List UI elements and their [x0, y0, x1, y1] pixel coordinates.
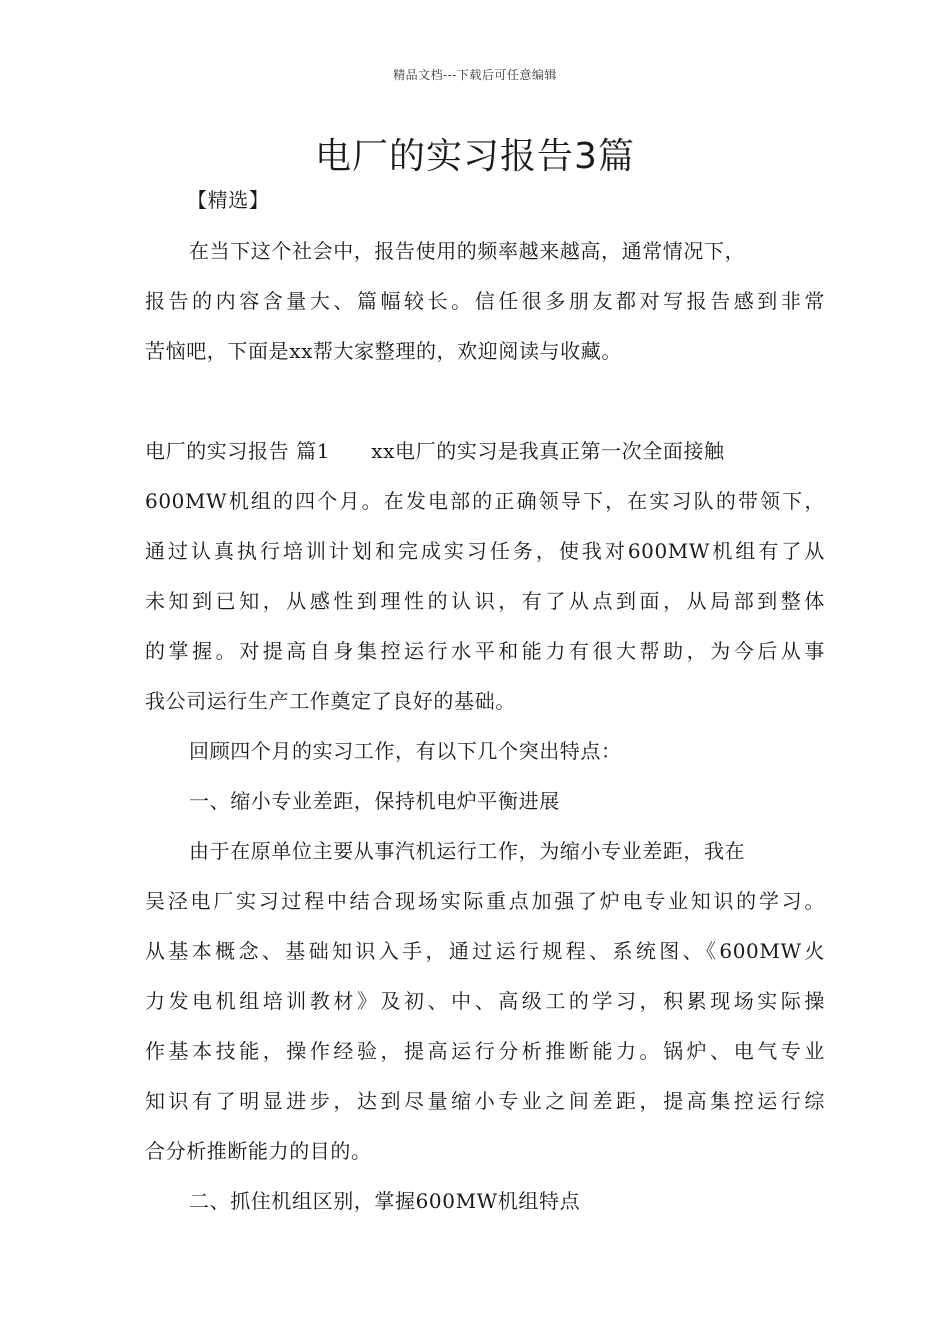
text-line: 通过认真执行培训计划和完成实习任务，使我对600MW机组有了从: [145, 539, 825, 563]
text-line: 报告的内容含量大、篇幅较长。信任很多朋友都对写报告感到非常: [145, 289, 825, 313]
text-line: 的掌握。对提高自身集控运行水平和能力有很大帮助，为今后从事: [145, 639, 825, 663]
document-title: 电厂的实习报告3篇: [315, 136, 635, 177]
text-line: 知识有了明显进步，达到尽量缩小专业之间差距，提高集控运行综: [145, 1089, 825, 1113]
text-line: 我公司运行生产工作奠定了良好的基础。: [145, 689, 516, 713]
page-header-watermark: 精品文档---下载后可任意编辑: [393, 68, 557, 82]
subheading-2: 二、抓住机组区别，掌握600MW机组特点: [189, 1189, 581, 1213]
text-line: 苦恼吧，下面是xx帮大家整理的，欢迎阅读与收藏。: [145, 339, 622, 363]
text-line: 在当下这个社会中，报告使用的频率越来越高，通常情况下，: [189, 239, 746, 263]
text-line: 由于在原单位主要从事汽机运行工作，为缩小专业差距，我在: [189, 839, 746, 863]
text-line: 力发电机组培训教材》及初、中、高级工的学习，积累现场实际操: [145, 989, 825, 1013]
text-line: 吴泾电厂实习过程中结合现场实际重点加强了炉电专业知识的学习。: [145, 889, 825, 913]
selected-tag: 【精选】: [187, 188, 270, 212]
text-line: 作基本技能，操作经验，提高运行分析推断能力。锅炉、电气专业: [145, 1039, 825, 1063]
section-heading-line: 电厂的实习报告 篇1 xx电厂的实习是我真正第一次全面接触: [145, 439, 725, 463]
subheading-1: 一、缩小专业差距，保持机电炉平衡进展: [189, 789, 560, 813]
text-line: 600MW机组的四个月。在发电部的正确领导下，在实习队的带领下，: [145, 489, 825, 513]
text-line: 合分析推断能力的目的。: [145, 1139, 372, 1163]
text-line: 回顾四个月的实习工作，有以下几个突出特点：: [189, 739, 622, 763]
text-line: 从基本概念、基础知识入手，通过运行规程、系统图、《600MW火: [145, 939, 825, 963]
text-line: 未知到已知，从感性到理性的认识，有了从点到面，从局部到整体: [145, 589, 825, 613]
